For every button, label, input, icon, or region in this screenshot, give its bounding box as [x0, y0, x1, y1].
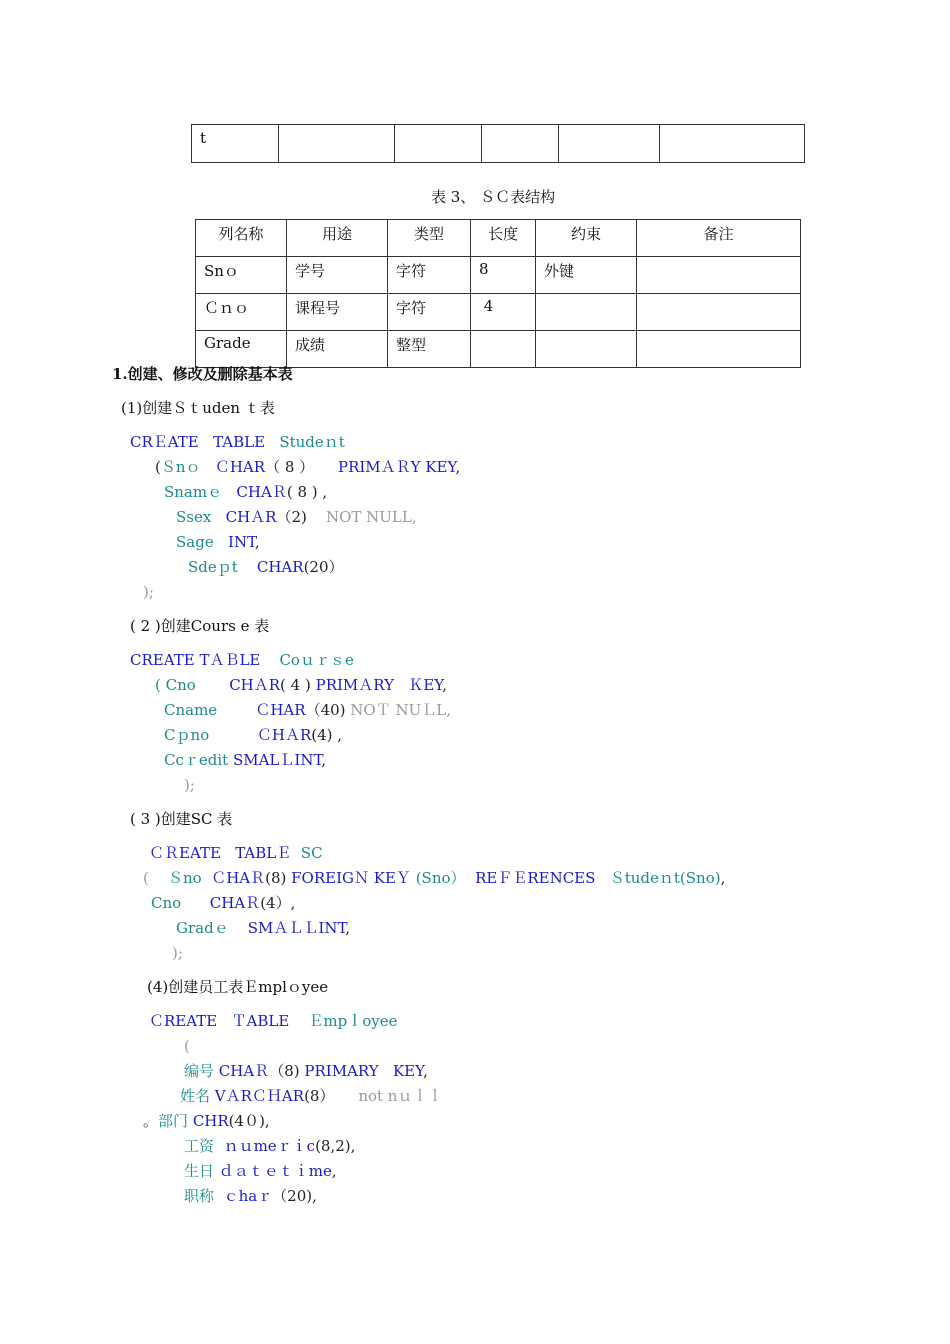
code-line	[176, 507, 417, 527]
sql-identifier: ( Cno	[155, 676, 196, 694]
sql-identifier: 部门	[158, 1112, 189, 1130]
sql-keyword: ｎｕmeｒｉc	[223, 1137, 316, 1155]
sql-punct: ( 4 )	[280, 676, 311, 694]
sql-keyword: CHＡR	[229, 676, 281, 694]
code-line: );	[143, 583, 154, 601]
table-cell	[637, 257, 801, 294]
sql-punct: （ 8 ）	[265, 458, 315, 476]
col-header: 用途	[287, 220, 388, 257]
code-line	[176, 532, 260, 552]
sql-punct: ,	[442, 676, 448, 694]
sql-keyword: CHAＲ	[218, 1062, 270, 1080]
subsection-heading: (4)创建员工表Ｅmplｏyee	[147, 978, 329, 996]
subsection-heading: (1)创建Ｓｔuden ｔ表	[121, 399, 275, 417]
sql-constraint: NOＴ NUＬL	[350, 701, 447, 719]
table-cell: 外键	[536, 257, 637, 294]
sql-keyword: PRIMARY	[304, 1062, 379, 1080]
sql-punct: (	[155, 458, 161, 476]
sql-identifier: (Sno）	[415, 869, 466, 887]
table-row	[196, 331, 801, 368]
table-cell: 课程号	[287, 294, 388, 331]
sql-keyword: SMALＬINT	[232, 751, 322, 769]
sql-identifier: Cname	[164, 701, 218, 719]
sql-keyword: ＣHAR	[255, 701, 306, 719]
sql-identifier: Ｅmpｌoyee	[308, 1012, 398, 1030]
sql-keyword: ＣREATE	[149, 1012, 218, 1030]
top-table-fragment	[191, 124, 805, 163]
table-cell	[395, 125, 482, 163]
sql-keyword: CHAR	[256, 558, 304, 576]
sql-punct: (4）,	[260, 894, 296, 912]
table-cell: 成绩	[287, 331, 388, 368]
sql-punct: （8)	[269, 1062, 300, 1080]
table-cell	[559, 125, 660, 163]
sql-keyword: KEY	[392, 1062, 424, 1080]
table-cell: Snｏ	[196, 257, 287, 294]
sql-punct: ,	[455, 458, 461, 476]
sql-identifier: Ｓnｏ	[160, 458, 201, 476]
section-heading: 1.创建、修改及删除基本表	[112, 365, 293, 383]
code-line	[180, 1086, 442, 1106]
sql-constraint: NOT NULL	[325, 508, 412, 526]
sc-structure-table	[195, 219, 801, 368]
sql-identifier: 姓名	[180, 1087, 211, 1105]
sql-keyword: ｃhaｒ	[223, 1187, 273, 1205]
code-line	[164, 700, 451, 720]
sql-keyword: ＫEY	[408, 676, 443, 694]
col-header: 备注	[637, 220, 801, 257]
sql-punct: （20),	[272, 1187, 317, 1205]
sql-keyword: CHR	[192, 1112, 229, 1130]
table-cell: 4	[471, 294, 536, 331]
table-cell	[536, 331, 637, 368]
sql-identifier: Snamｅ	[164, 483, 223, 501]
sql-keyword: VＡRＣＨAR	[214, 1087, 305, 1105]
sql-punct: (8）	[304, 1087, 335, 1105]
sql-keyword: ｄａｔｅｔｉme	[218, 1162, 332, 1180]
sql-constraint: not nｕｌｌ	[358, 1087, 443, 1105]
sql-punct: ,	[411, 508, 417, 526]
sql-identifier: Cｐno	[164, 726, 210, 744]
table-cell: 8	[471, 257, 536, 294]
sql-keyword: INT	[228, 533, 255, 551]
sql-keyword: CHAＲ	[209, 894, 261, 912]
sql-keyword: PRIMＡＲY KEY	[338, 458, 456, 476]
code-line	[164, 725, 342, 745]
table-cell	[660, 125, 805, 163]
code-line	[164, 750, 326, 770]
sql-identifier: Ssex	[176, 508, 212, 526]
sql-punct: (4０),	[228, 1112, 270, 1130]
code-line	[143, 868, 725, 888]
col-header: 列名称	[196, 220, 287, 257]
sql-identifier: 编号	[184, 1062, 215, 1080]
table-row	[196, 294, 801, 331]
sql-identifier: 生日	[184, 1162, 215, 1180]
sql-punct: ,	[321, 751, 327, 769]
sql-identifier: 职称	[184, 1187, 215, 1205]
sql-punct: (8)	[265, 869, 287, 887]
sql-keyword: CREATE TＡＢLE	[130, 651, 261, 669]
table-cell: 字符	[388, 294, 471, 331]
table-cell: 学号	[287, 257, 388, 294]
sql-keyword: ＣHＡR	[256, 726, 312, 744]
bullet-mark: 。	[143, 1112, 159, 1130]
sql-identifier: Ｓtudeｎt(Sno)	[609, 869, 721, 887]
sql-keyword: TABLＥ	[235, 844, 292, 862]
table-cell	[471, 331, 536, 368]
sql-identifier: 工资	[184, 1137, 215, 1155]
sql-punct: ( 8 ) ,	[286, 483, 328, 501]
code-line	[149, 1011, 397, 1031]
table-cell: 字符	[388, 257, 471, 294]
sql-punct: (	[143, 869, 149, 887]
sql-identifier: Ｓno	[167, 869, 202, 887]
code-line	[188, 557, 344, 577]
sql-identifier: Cno	[151, 894, 182, 912]
table-cell	[637, 294, 801, 331]
sql-punct: (4) ,	[311, 726, 343, 744]
sql-keyword: CHAＲ	[236, 483, 287, 501]
table-cell	[637, 331, 801, 368]
code-line	[151, 893, 295, 913]
sql-punct: ,	[423, 1062, 428, 1080]
table-cell: t	[192, 125, 279, 163]
sql-keyword: ＣHAＲ	[211, 869, 266, 887]
code-line: );	[172, 944, 183, 962]
col-header: 约束	[536, 220, 637, 257]
code-line: (	[184, 1037, 190, 1055]
sql-punct: ,	[720, 869, 726, 887]
sql-keyword: FOREIGＮ KEＹ	[291, 869, 411, 887]
sql-identifier: Studeｎt	[279, 433, 345, 451]
sql-punct: (20）	[303, 558, 344, 576]
code-line	[184, 1061, 428, 1081]
table-cell: Grade	[196, 331, 287, 368]
col-header: 类型	[388, 220, 471, 257]
table3-caption: 表 3、 ＳＣ表结构	[431, 188, 556, 206]
sql-keyword: CRＥATE	[130, 433, 199, 451]
sql-keyword: TABLE	[213, 433, 266, 451]
code-line	[155, 457, 460, 477]
code-line	[184, 1161, 337, 1181]
table-cell: Ｃｎｏ	[196, 294, 287, 331]
code-line	[155, 675, 447, 695]
sql-punct: ,	[331, 1162, 337, 1180]
sql-keyword: CHＡR	[225, 508, 277, 526]
table-row	[196, 257, 801, 294]
code-line	[184, 1136, 355, 1156]
table-cell	[536, 294, 637, 331]
code-line	[149, 843, 323, 863]
sql-identifier: SC	[300, 844, 323, 862]
sql-keyword: ＴABLE	[231, 1012, 290, 1030]
code-line	[164, 482, 327, 502]
code-line	[184, 1186, 317, 1206]
sql-identifier: Coｕｒｓe	[279, 651, 354, 669]
col-header: 长度	[471, 220, 536, 257]
table-cell: 整型	[388, 331, 471, 368]
sql-keyword: ＣＲEATE	[149, 844, 221, 862]
sql-identifier: Ccｒedit	[164, 751, 229, 769]
sql-identifier: Gradｅ	[176, 919, 229, 937]
table-cell	[279, 125, 395, 163]
sql-punct: (8,2),	[315, 1137, 356, 1155]
sql-keyword: SMＡＬＬINT	[247, 919, 346, 937]
table-header-row	[196, 220, 801, 257]
sql-identifier: Sage	[176, 533, 214, 551]
sql-identifier: Sdeｐt	[188, 558, 238, 576]
table-row	[192, 125, 805, 163]
sql-keyword: ＣHAR	[214, 458, 266, 476]
code-line	[176, 918, 350, 938]
sql-punct: ,	[446, 701, 451, 719]
subsection-heading: ( 3 )创建SC 表	[130, 810, 233, 828]
sql-punct: ,	[345, 919, 351, 937]
sql-keyword: REＦＥRENCES	[475, 869, 596, 887]
subsection-heading: ( 2 )创建Cours e 表	[130, 617, 270, 635]
sql-punct: ,	[254, 533, 260, 551]
sql-punct: （2)	[276, 508, 307, 526]
code-line	[130, 650, 354, 670]
code-line: );	[184, 776, 195, 794]
code-line	[143, 1111, 270, 1131]
sql-keyword: PRIMＡRY	[315, 676, 395, 694]
table-cell	[482, 125, 559, 163]
sql-punct: （40)	[305, 701, 346, 719]
code-line	[130, 432, 345, 452]
